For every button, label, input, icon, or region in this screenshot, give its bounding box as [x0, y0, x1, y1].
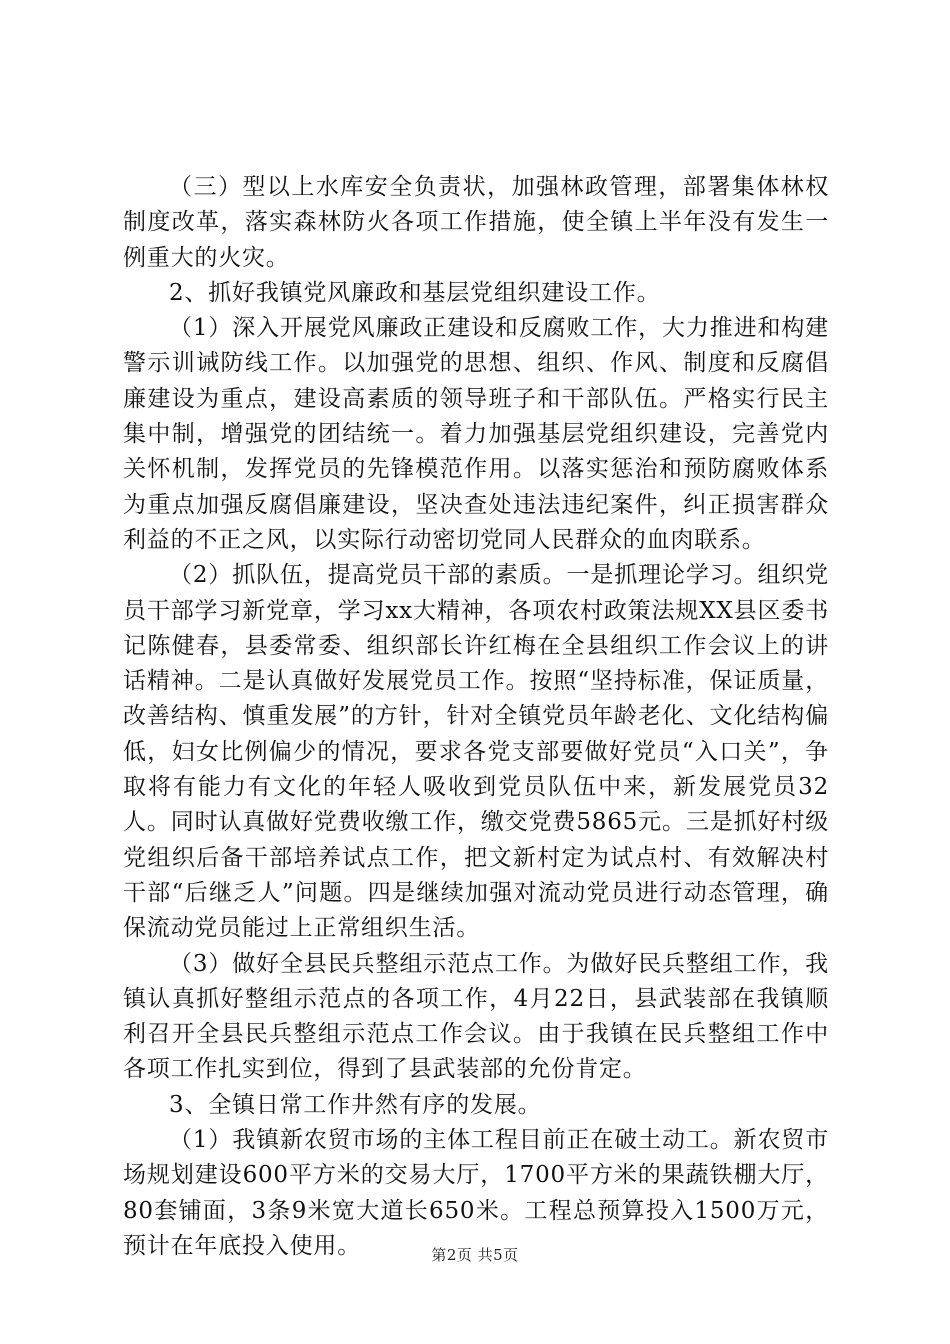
document-body: [123, 170, 829, 1264]
heading-party-building: 2、抓好我镇党风廉政和基层党组织建设工作。: [169, 279, 661, 306]
paragraph-cadre-quality: （2）抓队伍，提高党员干部的素质。一是抓理论学习。组织党员干部学习新党章，学习xx大精神，各项农村政策法规XX县区委书记陈健春，县委常委、组织部长许红梅在全县组织工作会议上的讲话精神。二是认真做好发展党员工作。按照“坚持标准，保证质量，改善结构、慎重发展”的方针，针对全镇党员年龄老化、文化结构偏低，妇女比例偏少的情况，要求各党支部要做好党员“入口关”，争取将有能力有文化的年轻人吸收到党员队伍中来，新发展党员32人。同时认真做好党费收缴工作，缴交党费5865元。三是抓好村级党组织后备干部培养试点工作，把文新村定为试点村、有效解决村干部“后继乏人”问题。四是继续加强对流动党员进行动态管理，确保流动党员能过上正常组织生活。: [123, 562, 829, 942]
paragraph-reservoir-forestry: （三）型以上水库安全负责状，加强林政管理，部署集体林权制度改革，落实森林防火各项工作措施，使全镇上半年没有发生一例重大的火灾。: [123, 174, 829, 271]
heading-daily-work: 3、全镇日常工作井然有序的发展。: [169, 1091, 542, 1118]
page-number-footer: 第2页 共5页: [431, 1246, 519, 1264]
paragraph-militia: （3）做好全县民兵整组示范点工作。为做好民兵整组工作，我镇认真抓好整组示范点的各项工作，4月22日，县武装部在我镇顺利召开全县民兵整组示范点工作会议。由于我镇在民兵整组工作中各项工作扎实到位，得到了县武装部的允份肯定。: [123, 950, 829, 1083]
paragraph-market-project: （1）我镇新农贸市场的主体工程目前正在破土动工。新农贸市场规划建设600平方米的交易大厅，1700平方米的果蔬铁棚大厅，80套铺面，3条9米宽大道长650米。工程总预算投入1500万元，预计在年底投入使用。: [123, 1127, 829, 1259]
paragraph-anti-corruption: （1）深入开展党风廉政正建设和反腐败工作，大力推进和构建警示训诫防线工作。以加强党的思想、组织、作风、制度和反腐倡廉建设为重点，建设高素质的领导班子和干部队伍。严格实行民主集中制，增强党的团结统一。着力加强基层党组织建设，完善党内关怀机制，发挥党员的先锋模范作用。以落实惩治和预防腐败体系为重点加强反腐倡廉建设，坚决查处违法违纪案件，纠正损害群众利益的不正之风，以实际行动密切党同人民群众的血肉联系。: [123, 315, 829, 553]
